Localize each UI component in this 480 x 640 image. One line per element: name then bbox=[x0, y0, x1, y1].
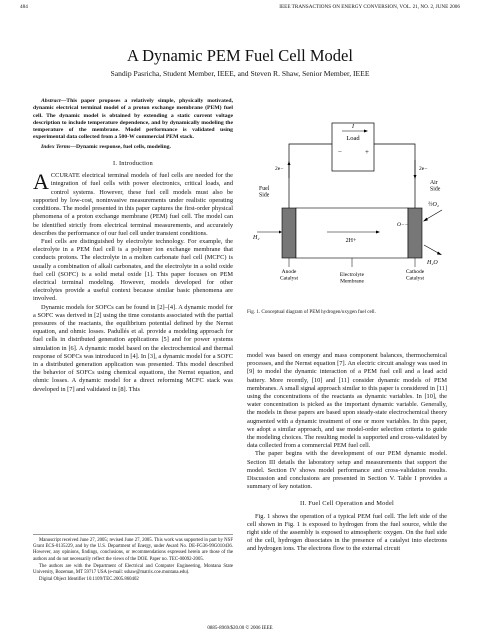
drop-cap: A bbox=[33, 169, 49, 195]
electron-right-label: 2e− bbox=[419, 166, 428, 172]
intro-paragraph-3: Dynamic models for SOFCs can be found in [2]–[4]. A dynamic model for a SOFC was derived in [2] using the time constants associated with the partial pressures of the reactants, the equilibrium potential defined by the Nernst equation, and ohmic losses. Padullés et al. provide a modeling approach for fuel cells in distributed generation applications [5] and for power systems simulation in [6]. A dynamic model based on the electrochemical and thermal response of SOFCs was introduced in [4]. In [3], a dynamic model for a SOFC in a distributed generation application was presented. This model described the behavior of SOFCs using chemical equations, the Nernst equation, and ohmic losses. A dynamic model for a direct reforming MCFC stack was developed in [7] and validated in [8]. This bbox=[33, 303, 233, 393]
index-terms-text: Dynamic response, fuel cells, modeling. bbox=[76, 143, 171, 150]
section-heading-intro: I. Introduction bbox=[113, 160, 153, 168]
wire-left bbox=[289, 144, 332, 208]
water-out-arrow bbox=[424, 245, 440, 254]
load-label: Load bbox=[346, 135, 360, 142]
running-header bbox=[20, 4, 460, 14]
load-box bbox=[332, 123, 374, 171]
right-paragraph-1: model was based on energy and mass component balances, thermochemical processes, and the Nernst equation [7]. An electric circuit analogy was used in [9] to model the dynamic interaction of a PEM fuel cell and a lead acid battery. More recently, [10] and [11] consider dynamic models of PEM membranes. A small signal approach similar to this paper is considered in [11] using the concentrations of the reactants as dynamic variables. In [10], the water concentration is picked as the important dynamic variable. Generally, the models in these papers are based upon steady-state electrochemical theory augmented with a dynamic treatment of one or more variables. In this paper, we adopt a similar approach, and use model-order selection criteria to guide the modeling choices. The resulting model is supported and cross-validated by data collected from a commercial PEM fuel cell. bbox=[247, 352, 447, 450]
fuel-side-label: Fuel Side bbox=[259, 186, 270, 199]
water-out-arrow-head bbox=[437, 252, 442, 256]
intro-paragraph-1: ACCURATE electrical terminal models of fuel cells are needed for the integration of fuel cells with power electronics, critical loads, and control systems. However, these fuel cell models must also be supported by low-cost, noninvasive measurements under realistic operating conditions. The model presented in this paper captures the first-order physical phenomena of a proton exchange membrane (PEM) fuel cell. The model can be identified strictly from electrical terminal measurements, and accurately describes the performance of our fuel cell under transient conditions. bbox=[33, 169, 233, 237]
oxygen-in-arrow-head bbox=[423, 218, 428, 222]
left-column bbox=[33, 98, 233, 394]
electrolyte-membrane bbox=[296, 208, 408, 258]
proton-label: 2H+ bbox=[345, 238, 357, 244]
right-paragraph-2: The paper begins with the development of our PEM dynamic model. Section III details the laboratory setup and measurements that support the model. Section IV shows model performance and cross-validation results. Discussion and conclusions are presented in Section V. Table I provides a summary of key notation. bbox=[247, 450, 447, 491]
electron-arrow-right-head bbox=[414, 175, 417, 179]
hydrogen-in-arrow-head bbox=[279, 231, 282, 234]
copyright-line: 0885-8969/$20.00 © 2006 IEEE bbox=[207, 626, 273, 631]
wire-right bbox=[374, 144, 415, 208]
oxygen-in-arrow bbox=[425, 210, 442, 220]
footnote bbox=[33, 534, 233, 584]
paper-authors: Sandip Pasricha, Student Member, IEEE, and Steven R. Shaw, Senior Member, IEEE bbox=[110, 69, 370, 78]
plus-label: + bbox=[365, 148, 369, 156]
electrolyte-label: Electrolyte Membrane bbox=[339, 272, 365, 285]
paper-title: A Dynamic PEM Fuel Cell Model bbox=[127, 46, 353, 65]
right-paragraph-3: Fig. 1 shows the operation of a typical PEM fuel cell. The left side of the cell shown in Fig. 1 is exposed to hydrogen from the fuel source, while the right side of the assembly is exposed to atmospheric oxygen. On the fuel side of the cell, hydrogen dissociates in the presence of a catalyst into electrons and hydrogen ions. The electrons flow to the external circuit bbox=[247, 512, 447, 553]
page-number: 484 bbox=[20, 4, 28, 10]
anode-catalyst-layer bbox=[282, 208, 296, 258]
fuel-cell-diagram bbox=[247, 120, 447, 310]
abstract-text: This paper proposes a relatively simple, physically motivated, dynamic electrical terminal model of a proton exchange membrane (PEM) fuel cell. The dynamic model is obtained by extending a static current voltage description to include temperature dependence, and by dynamically modeling the temperature of the membrane. Model performance is validated using experimental data collected from a 500-W commercial PEM stack. bbox=[33, 98, 233, 141]
cathode-catalyst-layer bbox=[408, 208, 422, 258]
abstract bbox=[33, 98, 233, 142]
index-terms-label: Index Terms— bbox=[41, 143, 77, 150]
journal-name: IEEE TRANSACTIONS ON ENERGY CONVERSION, VOL. 21, NO. 2, JUNE 2006 bbox=[279, 4, 460, 10]
electron-arrow-left-head bbox=[288, 161, 291, 165]
water-label: H₂O bbox=[427, 260, 438, 266]
air-side-label: Air Side bbox=[430, 180, 441, 193]
footnote-authors: The authors are with the Department of Electrical and Computer Engineering, Montana State University, Bozeman, MT 59717 USA (e-mail: sshaw@matrix.coe.montana.edu). bbox=[33, 563, 233, 576]
figure-1-caption: Fig. 1. Conceptual diagram of PEM hydrogen/oxygen fuel cell. bbox=[247, 309, 376, 315]
intro-paragraph-2: Fuel cells are distinguished by electrolyte technology. For example, the electrolyte in a PEM fuel cell is a polymer ion exchange membrane that conducts protons. The electrolyte in a molten carbonate fuel cell (MCFC) is usually a combination of alkali carbonates, and the electrolyte in a solid oxide fuel cell (SOFC) is a solid metal oxide [1]. This paper focuses on PEM electrical terminal modeling. However, models developed for other electrolytes provide a useful context because similar basic phenomena are involved. bbox=[33, 237, 233, 303]
oxygen-label: ½O₂ bbox=[428, 202, 439, 208]
oxygen-ion-label: O−− bbox=[397, 222, 409, 228]
current-label: I bbox=[352, 124, 354, 130]
index-terms bbox=[33, 144, 233, 151]
cathode-label: Cathode Catalyst bbox=[405, 269, 425, 282]
section-heading-fuel-cell: II. Fuel Cell Operation and Model bbox=[300, 500, 394, 508]
minus-label: − bbox=[338, 148, 342, 156]
anode-label: Anode Catalyst bbox=[279, 269, 299, 282]
abstract-label: Abstract— bbox=[41, 98, 67, 104]
footnote-doi: Digital Object Identifier 10.1109/TEC.2005.860402 bbox=[39, 577, 139, 583]
right-column bbox=[247, 352, 447, 554]
figure-1-diagram bbox=[247, 120, 447, 310]
hydrogen-label: H₂ bbox=[253, 235, 260, 241]
electron-left-label: 2e− bbox=[275, 166, 284, 172]
footnote-manuscript: Manuscript received June 27, 2005; revised June 27, 2005. This work was supported in part by NSF Grant ECS-0135229, and by the U.S. Department of Energy, under Award No. DE-FG36-99G010436. However, any opinions, findings, conclusions, or recommendations expressed herein are those of the authors and do not necessarily reflect the views of the DOE. Paper no. TEC-00092-2005. bbox=[33, 538, 233, 562]
